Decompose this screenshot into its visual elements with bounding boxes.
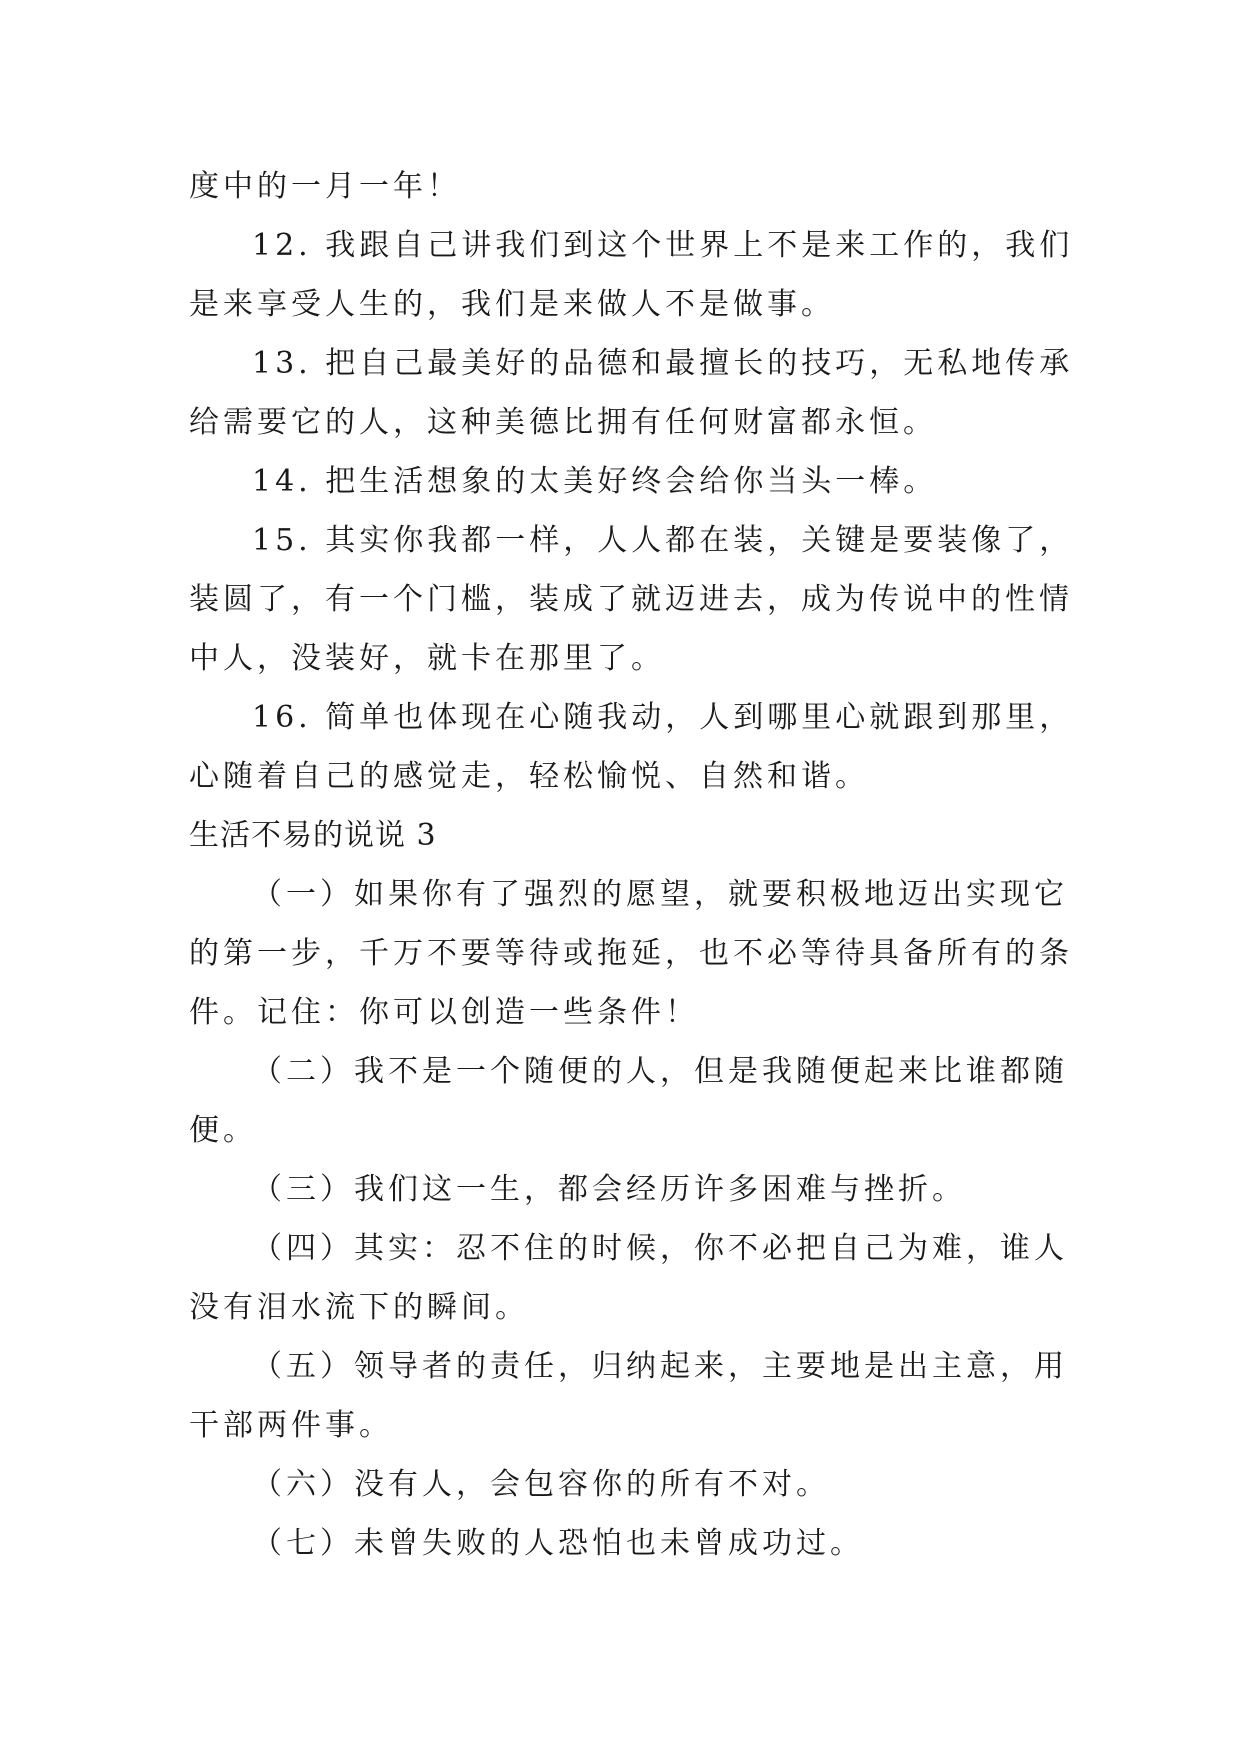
paragraph-first-line: （七）未曾失败的人恐怕也未曾成功过。 <box>252 1526 864 1561</box>
text-line: 没有泪水流下的瞬间。 <box>189 1290 529 1325</box>
paragraph-first-line: （六）没有人，会包容你的所有不对。 <box>252 1467 830 1502</box>
paragraph-first-line: （一）如果你有了强烈的愿望，就要积极地迈出实现它 <box>252 877 1068 912</box>
text-line: 中人，没装好，就卡在那里了。 <box>189 641 665 676</box>
paragraph-first-line: 13. 把自己最美好的品德和最擅长的技巧，无私地传承 <box>252 346 1074 381</box>
section-heading: 生活不易的说说 3 <box>189 818 437 853</box>
text-line: 干部两件事。 <box>189 1408 393 1443</box>
text-line: 便。 <box>189 1113 257 1148</box>
text-line: 装圆了，有一个门槛，装成了就迈进去，成为传说中的性情 <box>189 582 1073 617</box>
paragraph-first-line: （二）我不是一个随便的人，但是我随便起来比谁都随 <box>252 1054 1068 1089</box>
paragraph-first-line: 16. 简单也体现在心随我动，人到哪里心就跟到那里， <box>252 700 1074 735</box>
text-line: 件。记住：你可以创造一些条件！ <box>189 995 699 1030</box>
text-line: 是来享受人生的，我们是来做人不是做事。 <box>189 287 835 322</box>
paragraph-first-line: （三）我们这一生，都会经历许多困难与挫折。 <box>252 1172 966 1207</box>
paragraph-first-line: 12. 我跟自己讲我们到这个世界上不是来工作的，我们 <box>252 228 1074 263</box>
text-line: 度中的一月一年！ <box>189 169 461 204</box>
paragraph-first-line: 15. 其实你我都一样，人人都在装，关键是要装像了， <box>252 523 1074 558</box>
paragraph-first-line: 14. 把生活想象的太美好终会给你当头一棒。 <box>252 464 938 499</box>
text-line: 的第一步，千万不要等待或拖延，也不必等待具备所有的条 <box>189 936 1073 971</box>
text-line: 心随着自己的感觉走，轻松愉悦、自然和谐。 <box>189 759 869 794</box>
paragraph-first-line: （五）领导者的责任，归纳起来，主要地是出主意，用 <box>252 1349 1068 1384</box>
text-line: 给需要它的人，这种美德比拥有任何财富都永恒。 <box>189 405 937 440</box>
paragraph-first-line: （四）其实：忍不住的时候，你不必把自己为难，谁人 <box>252 1231 1068 1266</box>
document-body <box>189 157 1074 1573</box>
